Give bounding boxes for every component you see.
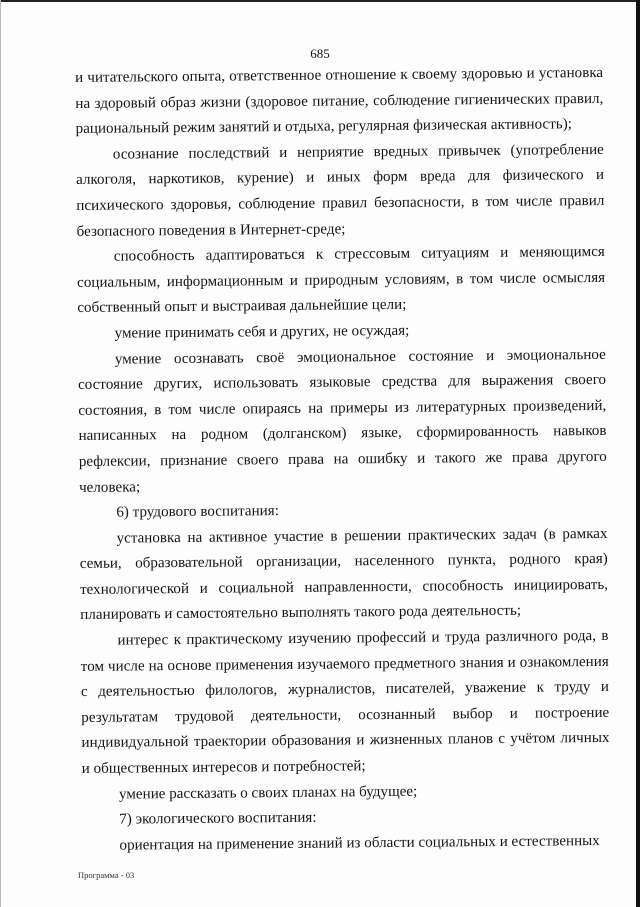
scan-edge-right bbox=[636, 0, 640, 907]
paragraph-11: ориентация на применение знаний из области социальных и естественных bbox=[119, 832, 600, 854]
paragraph-9: умение рассказать о своих планах на будущее; bbox=[118, 783, 418, 803]
footer-program-label: Программа - 03 bbox=[78, 870, 135, 880]
paragraph-7: установка на активное участие в решении практических задач (в рамках семьи, образовательной организации, населенного пункта, родного края) технологической и социальной направленности, способность инициировать, планировать и самостоятельно выполнять такого рода деятельность; bbox=[79, 525, 609, 624]
paragraph-1: и читательского опыта, ответственное отношение к своему здоровью и установка на здоровый образ жизни (здоровое питание, соблюдение гигиенических правил, рациональный режим занятий и отдыха, регулярная физическая активность); bbox=[75, 64, 604, 138]
paragraph-5: умение осознавать своё эмоциональное состояние и эмоциональное состояние других, использовать языковые средства для выражения своего состояния, в том числе опираясь на примеры из литературных произведений, написанных на родном (долганском) языке, сформированность навыков рефлексии, признание своего права на ошибку и такого же права другого человека; bbox=[77, 346, 607, 496]
section-heading-labor: 6) трудового воспитания: bbox=[116, 503, 279, 521]
body-text bbox=[75, 61, 611, 859]
paragraph-8: интерес к практическому изучению профессий и труда различного рода, в том числе на основе применения изучаемого предметного знания и ознакомления с деятельностью филологов, журналистов, писателей, уважение к труду и результатам трудовой деятельности, осознанный выбор и построение индивидуальной траектории образования и жизненных планов с учётом личных и общественных интересов и потребностей; bbox=[80, 627, 610, 777]
scan-edge-top bbox=[0, 0, 640, 2]
paragraph-2: осознание последствий и неприятие вредных привычек (употребление алкоголя, наркотиков, курение) и иных форм вреда для физического и психического здоровья, соблюдение правил безопасности, в том числе правил безопасного поведения в Интернет-среде; bbox=[76, 141, 605, 240]
paragraph-3: способность адаптироваться к стрессовым ситуациям и меняющимся социальным, информационным и природным условиям, в том числе осмысляя собственный опыт и выстраивая дальнейшие цели; bbox=[77, 244, 606, 317]
paragraph-4: умение принимать себя и других, не осуждая; bbox=[114, 322, 410, 342]
section-heading-ecology: 7) экологического воспитания: bbox=[119, 809, 317, 828]
scan-edge-left bbox=[0, 0, 1, 907]
page-number: 685 bbox=[310, 46, 330, 61]
